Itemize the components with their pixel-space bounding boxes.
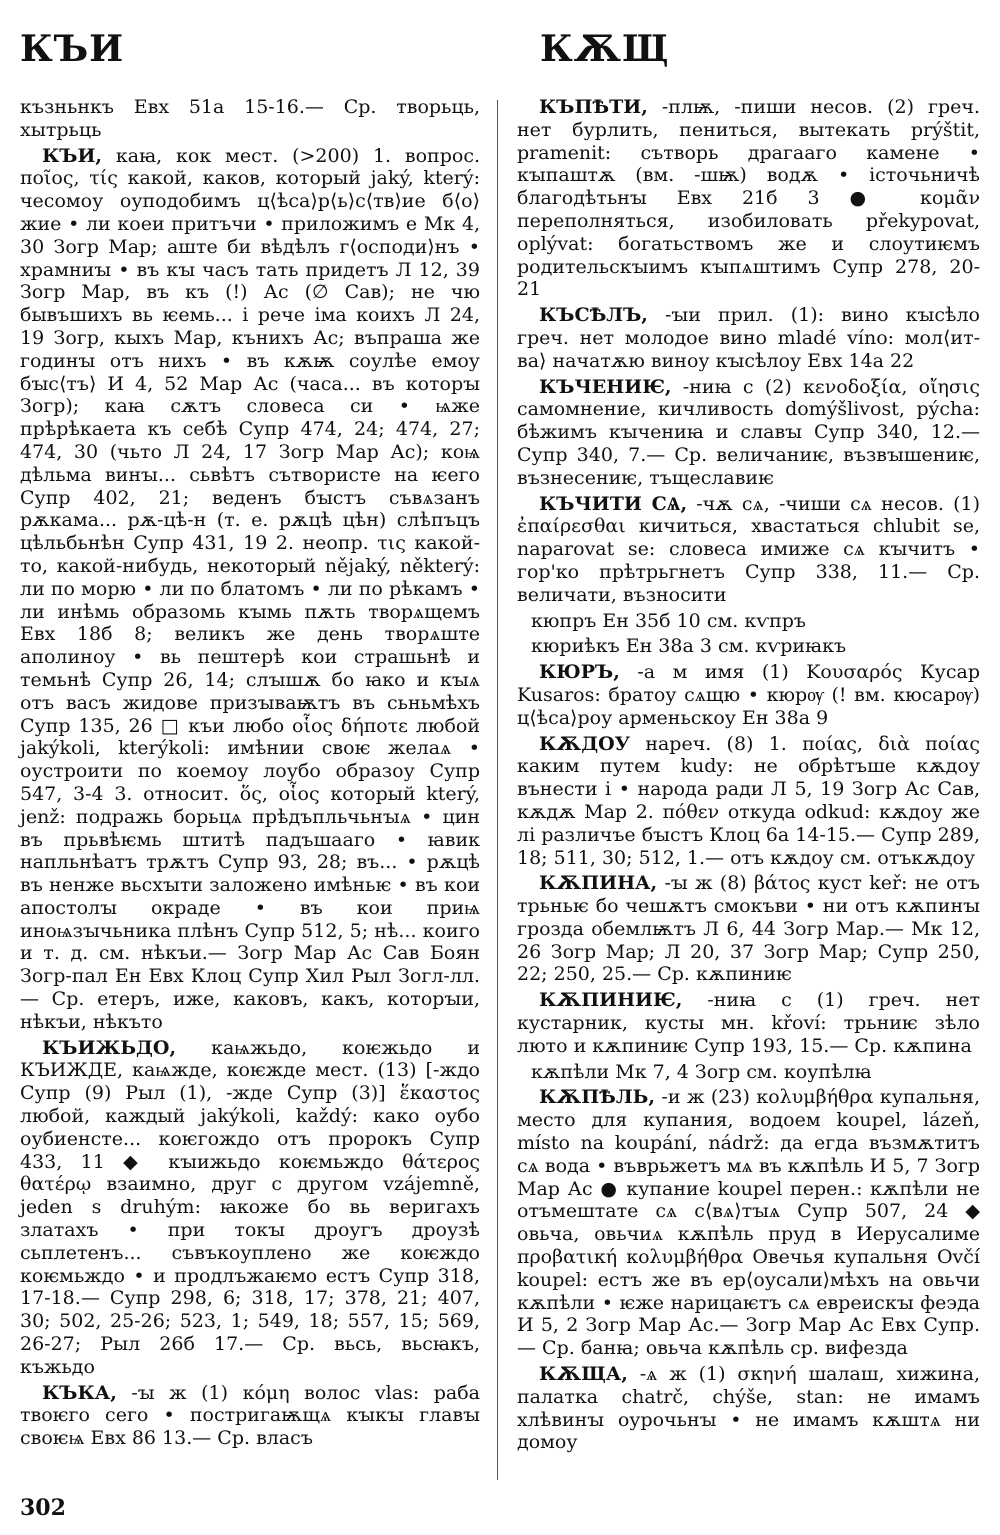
dictionary-entry — [517, 1363, 980, 1454]
entry-headword: КѪПѢЛЬ, — [539, 1086, 655, 1109]
dictionary-entry — [517, 661, 980, 729]
entry-text: -ꙑи прил. (1): вино кꙑсѣло греч. нет молодое вино mladé víno: мол⟨ит-ва⟩ начатѫю виноу кꙑсѣлоу Евх 14а 22 — [517, 304, 980, 372]
entry-text: -плѭ, -пиши несов. (2) греч. нет бурлить, пениться, вытекать prýštit, pramenit: сътворь драгааго камене • кꙑпаштѫ (вм. -шѭ) водѫ • істочьничѣ благодѣтьнꙑ Евх 21б 3 ● κομᾶν переполняться, изобиловать překypovat, oplývat: богатьствомъ же и слоутиѥмъ родительскꙑимъ кꙑпѧштимъ Супр 278, 20-21 — [517, 96, 980, 301]
dictionary-entry — [20, 1037, 480, 1379]
column-divider — [497, 100, 498, 1480]
entry-text: къзньнкъ Евх 51а 15-16.— Ср. творьць, хытрьць — [20, 96, 480, 141]
entry-headword: КЪЧЕНИѤ, — [539, 375, 672, 398]
entry-headword: КЪИЖЬДО, — [42, 1036, 177, 1059]
entry-headword: КѪПИНА, — [539, 872, 658, 895]
dictionary-entry — [517, 733, 980, 870]
dictionary-entry — [517, 989, 980, 1057]
entry-headword: КЪЧИТИ СѦ, — [539, 492, 688, 515]
dictionary-entry — [517, 96, 980, 301]
entry-text: -ꙑ ж (8) βάτος куст keř: не отъ трьньѥ бо чешѫтъ смокъви • ни отъ кѫпинꙑ грозда обемлѭтъ Л 6, 44 Зогр Мар.— Мк 12, 26 Зогр Мар; Л 20, 37 Зогр Мар; Супр 250, 22; 250, 25.— Ср. кѫпиниѥ — [517, 872, 980, 986]
dictionary-entry — [517, 635, 980, 658]
dictionary-entry — [20, 145, 480, 1034]
entry-text: -а м имя (1) Κουσαρός Кусар Kusaros: братоу сѧщю • кюрѹ (! вм. кюсарѹ) ц⟨ѣса⟩роу арменьскоу Ен 38а 9 — [517, 661, 980, 729]
entry-text: -ниꙗ с (2) κενοδοξία, οἴησις самомнение, кичливость domýšlivost, pýcha: бѣжимъ кꙑчениꙗ и славꙑ Супр 340, 12.— Супр 340, 7.— Ср. величаниѥ, възвꙑшениѥ, възнесениѥ, тъщеславиѥ — [517, 375, 980, 489]
dictionary-entry — [517, 1086, 980, 1360]
entry-text: -и ж (23) κολυμβήθρα купальня, место для купания, водоем koupel, lázeň, místo na koupání, nádrž: да егда възмѫтитъ сѧ вода • въврьжетъ мѧ въ кѫпѣль И 5, 7 Зогр Мар Ас ● купание koupel перен.: кѫпѣли не отъмештате сѧ с⟨вѧ⟩тꙑѧ Супр 507, 24 ◆ овьча, овьчиѧ кѫпѣль пруд в Иерусалиме προβατική κολυμβήθρα Овечья купальня Ovčí koupel: естъ же въ ер⟨оусали⟩мѣхъ на овьчи кѫпѣли • ѥже нарицаѥтъ сѧ евреискꙑ феэда И 5, 2 Зогр Мар Ас.— Зогр Мар Ас Евх Супр.— Ср. банꙗ; овьча кѫпѣль ср. вифезда — [517, 1086, 980, 1360]
page-header — [0, 28, 1000, 88]
dictionary-entry — [517, 1061, 980, 1084]
running-head-right: КѪЩ — [540, 28, 670, 70]
entry-text: кѫпѣли Мк 7, 4 Зогр см. коупѣлꙗ — [531, 1060, 872, 1083]
dictionary-entry — [517, 304, 980, 372]
dictionary-entry — [517, 376, 980, 490]
entry-headword: КЪИ, — [42, 144, 103, 167]
right-column — [517, 96, 980, 1457]
dictionary-entry — [517, 493, 980, 607]
entry-text: кюпръ Ен 35б 10 см. кѵпръ — [531, 609, 806, 632]
entry-headword: КѪДОУ — [539, 732, 631, 755]
dictionary-entry — [517, 872, 980, 986]
entry-headword: КѪЩА, — [539, 1363, 628, 1386]
entry-headword: КЮРЪ, — [539, 661, 620, 684]
entry-text: -ниꙗ с (1) греч. нет кустарник, кусты мн. křoví: трьниѥ зѣло люто и кѫпиниѥ Супр 193, 15.— Ср. кѫпина — [517, 989, 980, 1057]
page-number: 302 — [20, 1495, 66, 1521]
dictionary-entry — [20, 96, 480, 142]
entry-text: каѩжьдо, коѥжьдо и КЪИЖДЕ, каѩжде, коѥжде мест. (13) [-ждо Супр (9) Рыл (1), -жде Супр (3)] ἕκαστος любой, каждый jakýkoli, každý: како оубо оубиенсте... коѥгождо отъ пророкъ Супр 433, 11 ◆ кꙑижьдо коѥмьждо θάτερος θατέρῳ взаимно, друг с другом vzájemně, jeden s druhým: ꙗкоже бо вь веригахъ златахъ • при токꙑ дроугъ дроузѣ сьплетенъ... съвъкоуплено же коѥждо коѥмьждо • и продлъжаѥмо естъ Супр 318, 17-18.— Супр 298, 6; 318, 17; 378, 21; 407, 30; 502, 25-26; 523, 1; 549, 18; 557, 15; 569, 26-27; Рыл 26б 17.— Ср. вьсь, вьсꙗкъ, къжьдо — [20, 1036, 480, 1378]
entry-headword: КЪКА, — [42, 1381, 117, 1404]
entry-headword: КѪПИНИѤ, — [539, 989, 683, 1012]
entry-text: -чѫ сѧ, -чиши сѧ несов. (1) ἐπαίρεσθαι кичиться, хвастаться chlubit se, naparovat se: словеса имиже сѧ кꙑчитъ • гор'ко прѣтрьгнетъ Супр 338, 11.— Ср. величати, възносити — [517, 492, 981, 606]
entry-text: -ꙑ ж (1) κόμη волос vlas: раба твоѥго сего • постригаѭщѧ кꙑкꙑ главꙑ своѥѩ Евх 86 13.— Ср. власъ — [20, 1381, 480, 1450]
entry-text: -ѧ ж (1) σκηνή шалаш, хижина, палатка chatrč, chýše, stan: не имамъ хлѣвинꙑ оурочьнꙑ • не имамъ кѫштѧ ни домоу — [517, 1363, 980, 1454]
entry-text: кюриѣкъ Ен 38а 3 см. кѵриꙗкъ — [531, 635, 847, 658]
entry-text: нареч. (8) 1. ποίας, διὰ ποίας каким путем kudy: не обрѣтъше кѫдоу вънести і • народа ради Л 5, 19 Зогр Ас Сав, кѫдѫ Мар 2. πόθεν откуда odkud: кѫдоу же лі различъе бꙑстъ Клоц 6а 14-15.— Супр 289, 18; 511, 30; 512, 1.— отъ кѫдоу см. отъкѫдоу — [517, 732, 980, 869]
running-head-left: КЪИ — [20, 28, 125, 70]
entry-headword: КЪСѢЛЪ, — [539, 304, 648, 327]
dictionary-entry — [20, 1382, 480, 1450]
entry-text: каꙗ, кок мест. (>200) 1. вопрос. ποῖος, τίς какой, каков, который jaký, který: чесомоу оуподобимъ ц⟨ѣса⟩р⟨ь⟩с⟨тв⟩ие б⟨о⟩жие • ли коеи притъчи • приложимъ е Мк 4, 30 Зогр Мар; аште би вѣдѣлъ г⟨осподи⟩нъ • храмниꙑ • въ кꙑ часъ тать придетъ Л 12, 39 Зогр Мар, въ къ (!) Ас (∅ Сав); не чю бывъшихъ вь ѥемь... і рече іма коихъ Л 24, 19 Зогр, кыхъ Мар, кънихъ Ас; въпраша же годинꙑ отъ нихъ • въ кѫѭ соулѣе емоу бꙑс⟨тъ⟩ И 4, 52 Мар Ас (часа... въ которꙑ Зогр); каꙗ сѫтъ словеса си • ѩже прѣрѣкаета къ себѣ Супр 474, 24; 474, 27; 474, 30 (чьто Л 24, 17 Зогр Мар Ас); коѩ дѣльма винꙑ... сьвѣтъ сътвористе на ѥего Супр 402, 21; веденъ бꙑстъ съвѧзанъ рѫкама... рѫ-цѣ-н (т. е. рѫцѣ цѣн) слѣпъцъ цѣльбьнѣн Супр 431, 19 2. неопр. τις какой-то, какой-нибудь, некоторый nějaký, některý: ли по морю • ли по блатомъ • ли по рѣкамъ • ли инѣмь образомь кꙑмь пѫть творѧщемъ Евх 18б 8; великъ же день творѧште аполиноу • вь пештерѣ кои страшьнѣ и темьнѣ Супр 26, 14; слꙑшѫ бо ꙗко и кꙑѧ отъ васъ жидове призꙑваѭтъ въ сьньмѣхъ Супр 135, 26 □ къи любо οἷος δήποτε любой jakýkoli, kterýkoli: имѣнии своѥ желаѧ • оустроити по коемоу лоубо образоу Супр 547, 3-4 3. относит. ὅς, οἷος который který, jenž: подражь борьцѧ прѣдъпльчьнꙑѧ • цин въ прьвѣѥмь штитѣ падъшааго • ꙗвик напльнѣатъ трѫтъ Супр 93, 28; въ... • рѫцѣ въ ненже вьсхꙑти заложено имѣньѥ • въ кои апостолꙑ окраде • въ кои приѩ иноѩзꙑчьника плѣнъ Супр 512, 5; нѣ... коиго и т. д. см. нѣкъи.— Зогр Мар Ас Сав Боян Зогр-пал Ен Евх Клоц Супр Хил Рыл Зогл-лл.— Ср. етеръ, иже, каковъ, какъ, которꙑи, нѣкъи, нѣкъто — [20, 144, 480, 1033]
entry-headword: КЪПѢТИ, — [539, 96, 648, 118]
left-column — [20, 96, 480, 1453]
dictionary-entry — [517, 610, 980, 633]
